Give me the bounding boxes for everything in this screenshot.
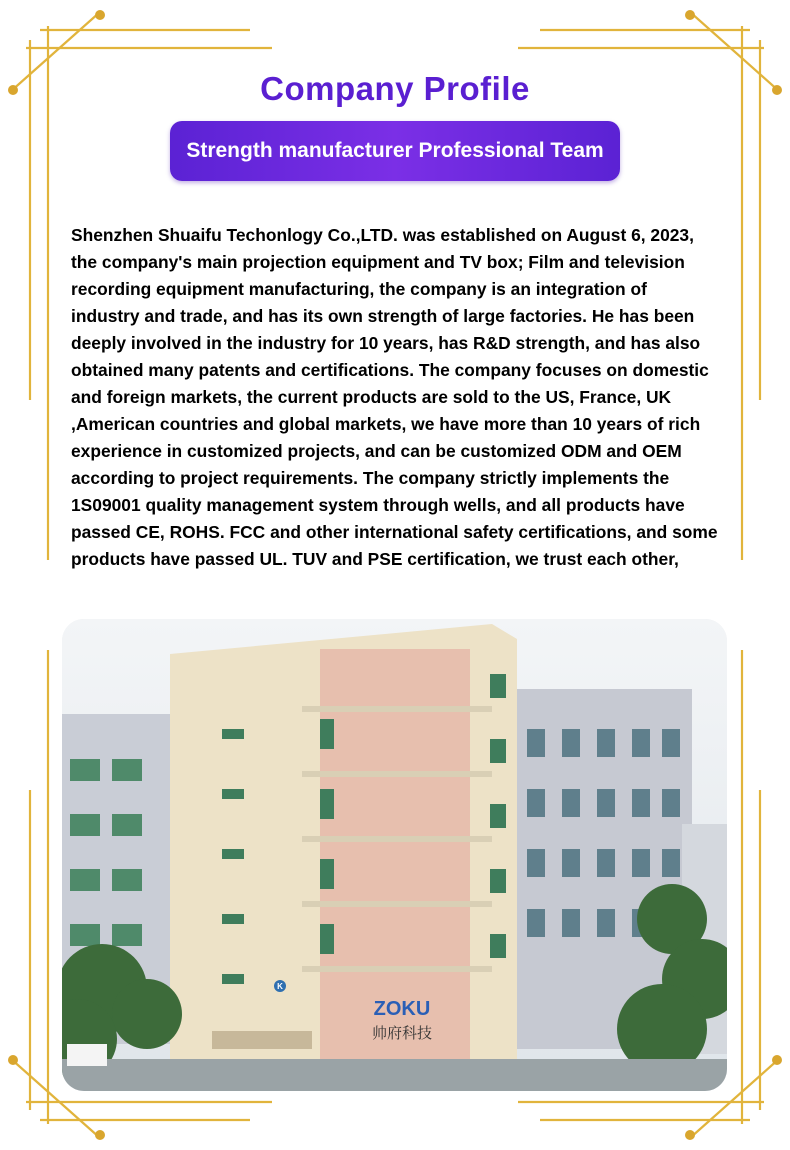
description-line: recording equipment manufacturing, the company is an integration of [71,279,647,299]
description-line: according to project requirements. The company strictly implements the [71,468,670,488]
company-description [71,222,736,573]
building-logo: ZOKU [373,998,431,1020]
k-badge: K [277,982,283,991]
subtitle-text: Strength manufacturer Professional Team [186,139,604,162]
description-line: experience in customized projects, and can be customized ODM and OEM [71,441,682,461]
description-line: products have passed UL. TUV and PSE certification, we trust each other, [71,549,679,569]
description-line: and foreign markets, the current products are sold to the US, France, UK [71,387,672,407]
description-line: Shenzhen Shuaifu Techonlogy Co.,LTD. was established on August 6, 2023, [71,225,694,245]
description-line: industry and trade, and has its own strength of large factories. He has been [71,306,695,326]
description-line: ,American countries and global markets, we have more than 10 years of rich [71,414,701,434]
factory-building-photo [62,619,727,1091]
building-chinese-sign: 帅府科技 [371,1024,433,1042]
description-line: deeply involved in the industry for 10 years, has R&D strength, and has also [71,333,701,353]
description-line: the company's main projection equipment and TV box; Film and television [71,252,685,272]
subtitle-banner [170,121,620,181]
description-line: passed CE, ROHS. FCC and other international safety certifications, and some [71,522,718,542]
description-line: 1S09001 quality management system through wells, and all products have [71,495,685,515]
page-title: Company Profile [260,70,530,107]
description-line: obtained many patents and certifications. The company focuses on domestic [71,360,709,380]
